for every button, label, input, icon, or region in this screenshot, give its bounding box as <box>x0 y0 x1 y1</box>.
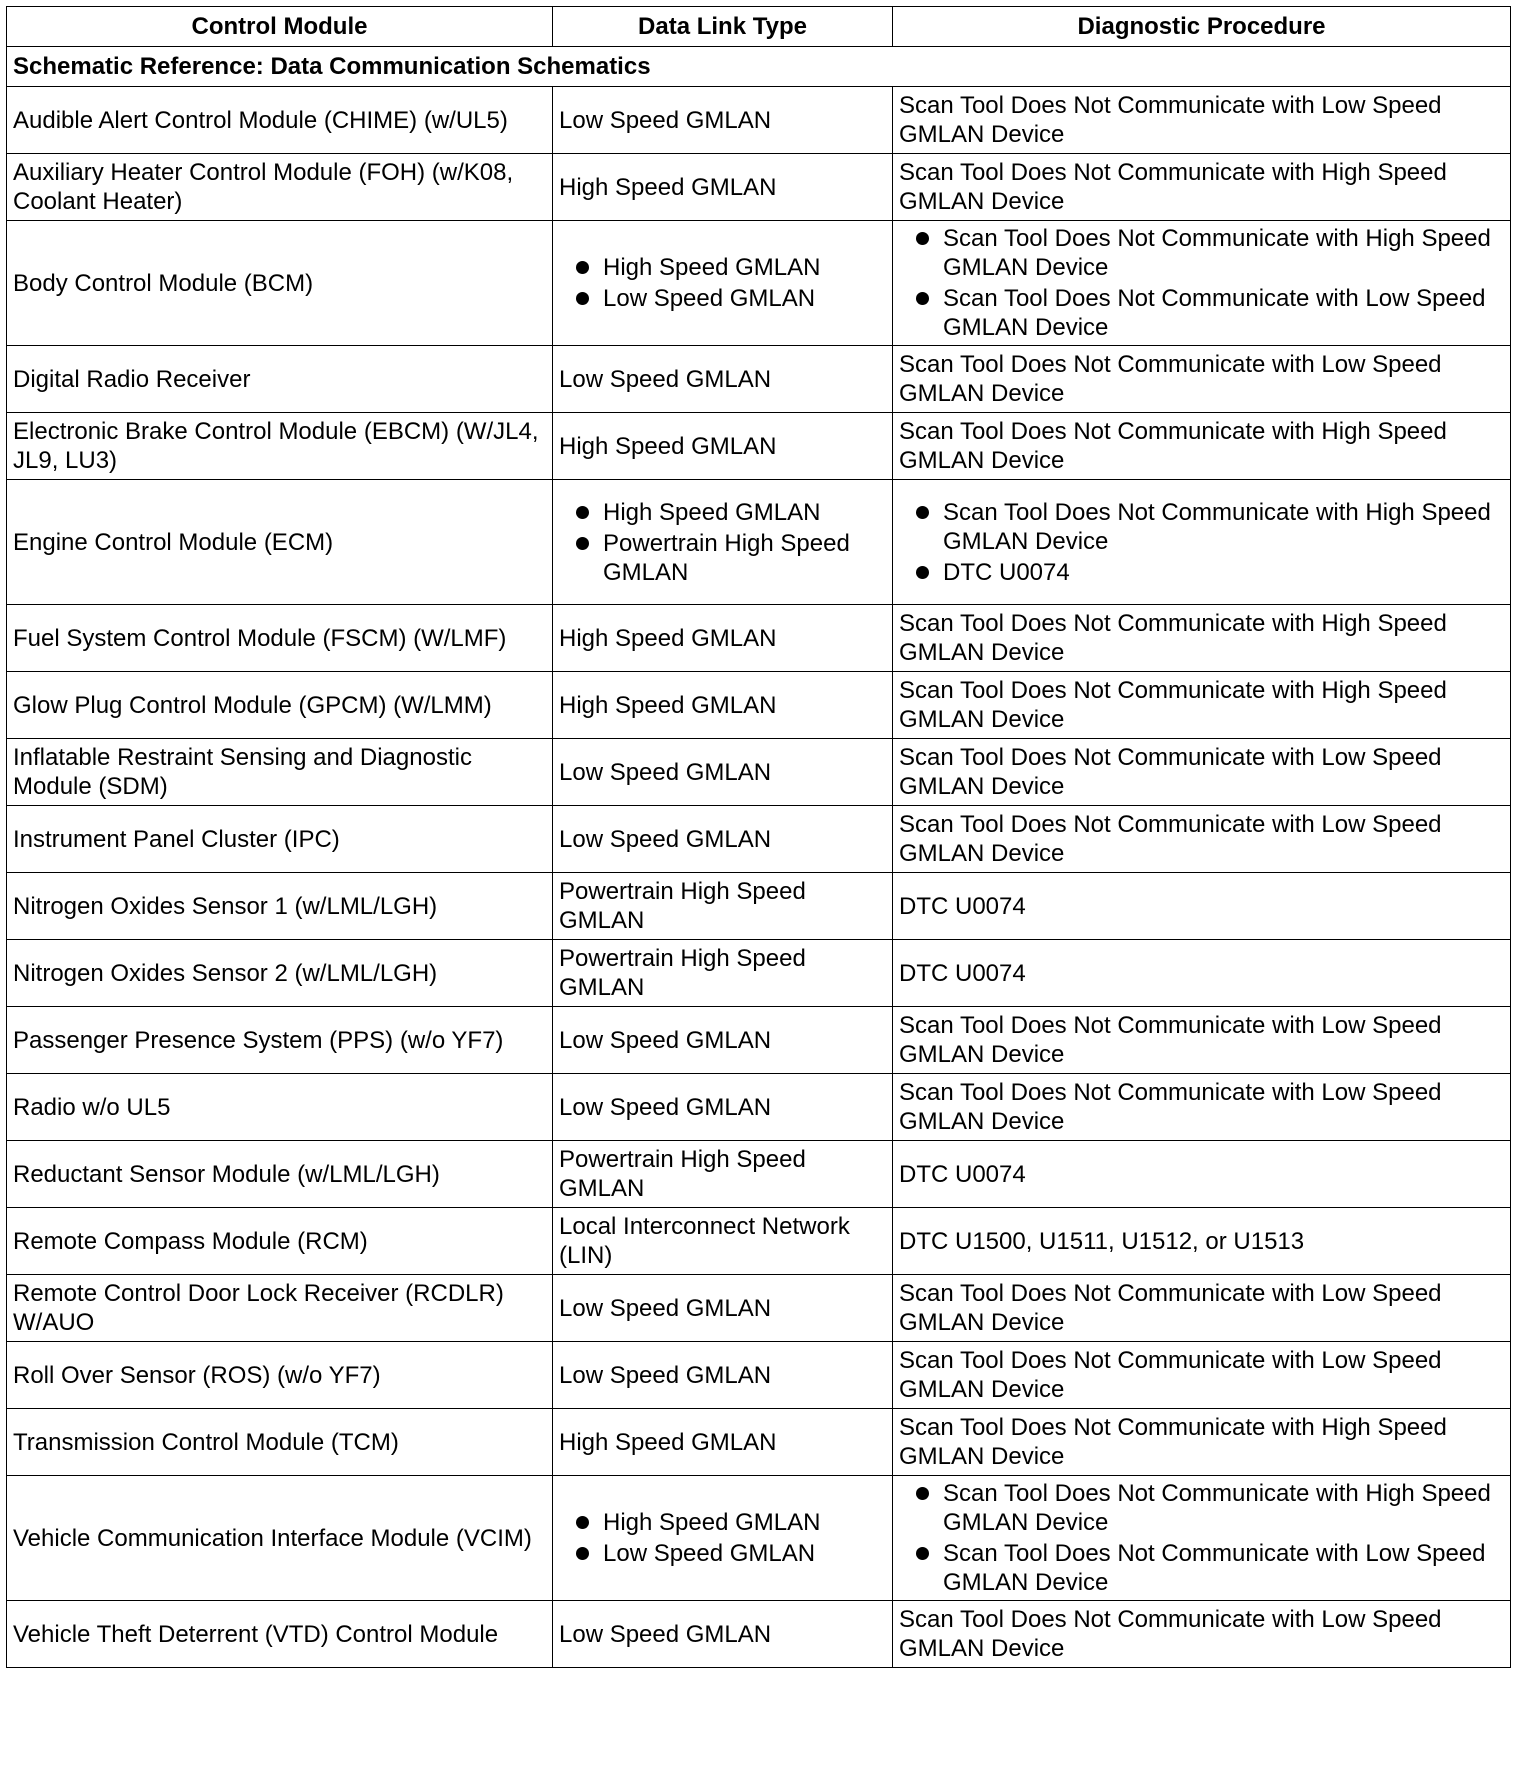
table-row <box>7 1476 1511 1601</box>
cell-data-link-type: High Speed GMLAN <box>553 413 893 480</box>
bullet-item: Scan Tool Does Not Communicate with Low Speed GMLAN Device <box>899 284 1504 342</box>
cell-data-link-type: Low Speed GMLAN <box>553 1342 893 1409</box>
cell-data-link-type: Local Interconnect Network (LIN) <box>553 1208 893 1275</box>
cell-data-link-type: Low Speed GMLAN <box>553 1601 893 1668</box>
cell-control-module: Roll Over Sensor (ROS) (w/o YF7) <box>7 1342 553 1409</box>
table-row <box>7 221 1511 346</box>
table-row <box>7 1208 1511 1275</box>
cell-diagnostic-procedure: Scan Tool Does Not Communicate with Low Speed GMLAN Device <box>893 806 1511 873</box>
cell-control-module: Passenger Presence System (PPS) (w/o YF7) <box>7 1007 553 1074</box>
cell-diagnostic-procedure <box>893 1476 1511 1601</box>
bullet-item: Scan Tool Does Not Communicate with High Speed GMLAN Device <box>899 224 1504 282</box>
control-module-table <box>6 6 1511 1668</box>
cell-data-link-type: High Speed GMLAN <box>553 672 893 739</box>
cell-control-module: Nitrogen Oxides Sensor 2 (w/LML/LGH) <box>7 940 553 1007</box>
cell-data-link-type: Powertrain High Speed GMLAN <box>553 1141 893 1208</box>
cell-data-link-type: Powertrain High Speed GMLAN <box>553 873 893 940</box>
bullet-item: Scan Tool Does Not Communicate with High Speed GMLAN Device <box>899 498 1504 556</box>
table-row <box>7 806 1511 873</box>
bullet-item: High Speed GMLAN <box>559 1508 886 1537</box>
cell-data-link-type: High Speed GMLAN <box>553 154 893 221</box>
cell-data-link-type: Low Speed GMLAN <box>553 806 893 873</box>
header-row <box>7 7 1511 47</box>
section-row <box>7 47 1511 87</box>
cell-diagnostic-procedure: Scan Tool Does Not Communicate with Low Speed GMLAN Device <box>893 87 1511 154</box>
cell-data-link-type <box>553 1476 893 1601</box>
cell-data-link-type <box>553 221 893 346</box>
cell-diagnostic-procedure: Scan Tool Does Not Communicate with High Speed GMLAN Device <box>893 672 1511 739</box>
cell-diagnostic-procedure: Scan Tool Does Not Communicate with Low Speed GMLAN Device <box>893 1601 1511 1668</box>
cell-data-link-type: Low Speed GMLAN <box>553 1275 893 1342</box>
table-header <box>7 7 1511 47</box>
cell-diagnostic-procedure: Scan Tool Does Not Communicate with Low Speed GMLAN Device <box>893 1007 1511 1074</box>
cell-diagnostic-procedure: Scan Tool Does Not Communicate with High Speed GMLAN Device <box>893 1409 1511 1476</box>
cell-control-module: Engine Control Module (ECM) <box>7 480 553 605</box>
cell-control-module: Audible Alert Control Module (CHIME) (w/UL5) <box>7 87 553 154</box>
table-row <box>7 1601 1511 1668</box>
schematic-reference: Schematic Reference: Data Communication Schematics <box>7 47 1511 87</box>
cell-control-module: Reductant Sensor Module (w/LML/LGH) <box>7 1141 553 1208</box>
cell-diagnostic-procedure: Scan Tool Does Not Communicate with High Speed GMLAN Device <box>893 154 1511 221</box>
cell-control-module: Auxiliary Heater Control Module (FOH) (w/K08, Coolant Heater) <box>7 154 553 221</box>
cell-diagnostic-procedure: Scan Tool Does Not Communicate with Low Speed GMLAN Device <box>893 1342 1511 1409</box>
header-control-module: Control Module <box>7 7 553 47</box>
table-row <box>7 1007 1511 1074</box>
cell-data-link-type: High Speed GMLAN <box>553 1409 893 1476</box>
cell-data-link-type: Powertrain High Speed GMLAN <box>553 940 893 1007</box>
bullet-item: Low Speed GMLAN <box>559 284 886 313</box>
cell-control-module: Inflatable Restraint Sensing and Diagnostic Module (SDM) <box>7 739 553 806</box>
cell-control-module: Instrument Panel Cluster (IPC) <box>7 806 553 873</box>
cell-control-module: Body Control Module (BCM) <box>7 221 553 346</box>
cell-data-link-type: Low Speed GMLAN <box>553 87 893 154</box>
bullet-item: Low Speed GMLAN <box>559 1539 886 1568</box>
cell-control-module: Radio w/o UL5 <box>7 1074 553 1141</box>
table-row <box>7 739 1511 806</box>
cell-diagnostic-procedure: Scan Tool Does Not Communicate with Low Speed GMLAN Device <box>893 1275 1511 1342</box>
cell-control-module: Vehicle Theft Deterrent (VTD) Control Module <box>7 1601 553 1668</box>
cell-diagnostic-procedure: Scan Tool Does Not Communicate with High Speed GMLAN Device <box>893 413 1511 480</box>
cell-diagnostic-procedure <box>893 221 1511 346</box>
bullet-item: Scan Tool Does Not Communicate with High Speed GMLAN Device <box>899 1479 1504 1537</box>
bullet-item: Powertrain High Speed GMLAN <box>559 529 886 587</box>
table-row <box>7 1141 1511 1208</box>
cell-diagnostic-procedure <box>893 480 1511 605</box>
table-row <box>7 154 1511 221</box>
cell-control-module: Remote Compass Module (RCM) <box>7 1208 553 1275</box>
table-row <box>7 1409 1511 1476</box>
bullet-list <box>899 1479 1504 1597</box>
table-row <box>7 346 1511 413</box>
bullet-item: Scan Tool Does Not Communicate with Low Speed GMLAN Device <box>899 1539 1504 1597</box>
cell-data-link-type: Low Speed GMLAN <box>553 739 893 806</box>
cell-diagnostic-procedure: Scan Tool Does Not Communicate with Low Speed GMLAN Device <box>893 739 1511 806</box>
table-row <box>7 480 1511 605</box>
cell-data-link-type <box>553 480 893 605</box>
cell-control-module: Nitrogen Oxides Sensor 1 (w/LML/LGH) <box>7 873 553 940</box>
cell-diagnostic-procedure: DTC U0074 <box>893 940 1511 1007</box>
table-row <box>7 672 1511 739</box>
cell-control-module: Electronic Brake Control Module (EBCM) (W/JL4, JL9, LU3) <box>7 413 553 480</box>
table-row <box>7 1342 1511 1409</box>
cell-data-link-type: Low Speed GMLAN <box>553 346 893 413</box>
bullet-item: High Speed GMLAN <box>559 498 886 527</box>
cell-diagnostic-procedure: Scan Tool Does Not Communicate with High Speed GMLAN Device <box>893 605 1511 672</box>
cell-diagnostic-procedure: DTC U0074 <box>893 1141 1511 1208</box>
cell-diagnostic-procedure: Scan Tool Does Not Communicate with Low Speed GMLAN Device <box>893 346 1511 413</box>
table-row <box>7 1275 1511 1342</box>
cell-diagnostic-procedure: DTC U1500, U1511, U1512, or U1513 <box>893 1208 1511 1275</box>
cell-diagnostic-procedure: DTC U0074 <box>893 873 1511 940</box>
cell-control-module: Fuel System Control Module (FSCM) (W/LMF) <box>7 605 553 672</box>
bullet-item: DTC U0074 <box>899 558 1504 587</box>
table-row <box>7 1074 1511 1141</box>
bullet-item: High Speed GMLAN <box>559 253 886 282</box>
cell-data-link-type: High Speed GMLAN <box>553 605 893 672</box>
table-row <box>7 940 1511 1007</box>
table-body <box>7 47 1511 1668</box>
bullet-list <box>559 1508 886 1568</box>
table-row <box>7 413 1511 480</box>
cell-diagnostic-procedure: Scan Tool Does Not Communicate with Low Speed GMLAN Device <box>893 1074 1511 1141</box>
cell-control-module: Vehicle Communication Interface Module (VCIM) <box>7 1476 553 1601</box>
bullet-list <box>899 224 1504 342</box>
cell-data-link-type: Low Speed GMLAN <box>553 1074 893 1141</box>
table-row <box>7 873 1511 940</box>
cell-data-link-type: Low Speed GMLAN <box>553 1007 893 1074</box>
bullet-list <box>899 498 1504 587</box>
header-diagnostic-procedure: Diagnostic Procedure <box>893 7 1511 47</box>
cell-control-module: Transmission Control Module (TCM) <box>7 1409 553 1476</box>
table-row <box>7 87 1511 154</box>
cell-control-module: Digital Radio Receiver <box>7 346 553 413</box>
header-data-link-type: Data Link Type <box>553 7 893 47</box>
cell-control-module: Remote Control Door Lock Receiver (RCDLR) W/AUO <box>7 1275 553 1342</box>
bullet-list <box>559 498 886 587</box>
table-row <box>7 605 1511 672</box>
bullet-list <box>559 253 886 313</box>
cell-control-module: Glow Plug Control Module (GPCM) (W/LMM) <box>7 672 553 739</box>
